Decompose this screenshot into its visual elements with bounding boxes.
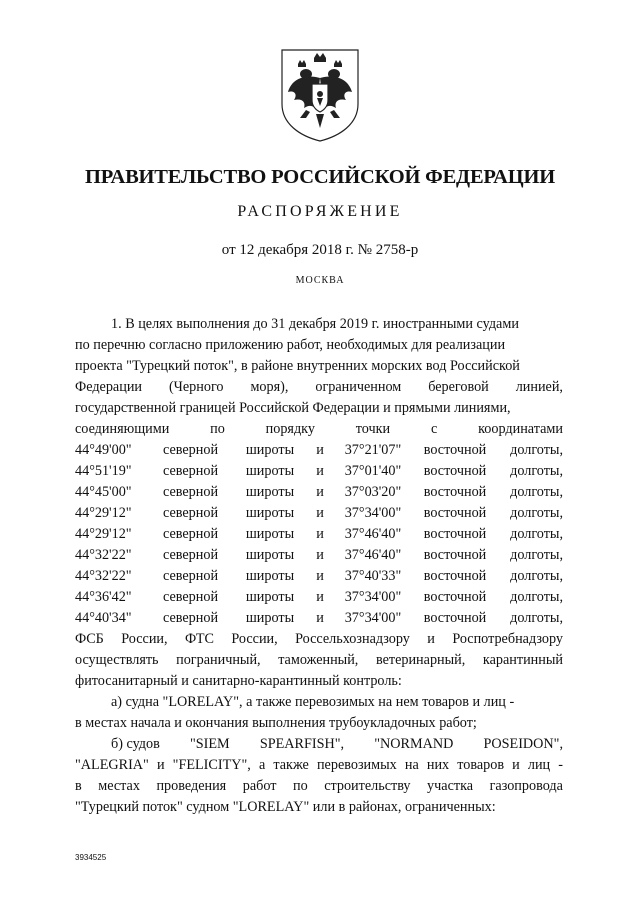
word: них: [426, 757, 450, 773]
coordinate-lat: 44°51'19": [75, 463, 132, 479]
word: карантинный: [482, 652, 563, 668]
word: также: [273, 757, 309, 773]
coordinate-lat-unit: широты: [245, 526, 295, 542]
coat-of-arms-emblem: [276, 44, 364, 144]
coordinate-lon-word: восточной: [423, 547, 487, 563]
coordinate-lat: 44°29'12": [75, 505, 132, 521]
paragraph-1: [75, 314, 563, 440]
coordinate-lat: 44°36'42": [75, 589, 132, 605]
text-line: [75, 398, 563, 419]
coordinate-lat: 44°32'22": [75, 547, 132, 563]
coordinate-lon-word: восточной: [423, 484, 487, 500]
coordinates-list: [75, 440, 563, 629]
coordinate-lat: 44°40'34": [75, 610, 132, 626]
coordinate-lon-unit: долготы,: [510, 589, 563, 605]
coordinate-lat-word: северной: [163, 505, 219, 521]
coordinate-conj: и: [316, 610, 324, 626]
coordinate-conj: и: [316, 505, 324, 521]
coordinate-conj: и: [316, 568, 324, 584]
text-line: [75, 335, 563, 356]
coordinate-lat-unit: широты: [245, 505, 295, 521]
word: "FELICITY",: [172, 757, 251, 773]
text-line: [75, 314, 563, 335]
document-body: [75, 314, 563, 818]
word: строительству: [324, 778, 411, 794]
coordinate-lon-unit: долготы,: [510, 526, 563, 542]
coordinate-conj: и: [316, 463, 324, 479]
coordinate-lon-unit: долготы,: [510, 568, 563, 584]
city-name: МОСКВА: [295, 275, 345, 286]
coordinate-row: [75, 587, 563, 608]
coordinate-row: [75, 482, 563, 503]
coordinate-lat-word: северной: [163, 484, 219, 500]
coordinate-lat-word: северной: [163, 463, 219, 479]
coordinate-lon-word: восточной: [423, 610, 487, 626]
coordinate-lon: 37°34'00": [344, 589, 402, 605]
coordinate-row: [75, 503, 563, 524]
word: участка: [427, 778, 474, 794]
coordinate-lon-word: восточной: [423, 442, 487, 458]
word: POSEIDON",: [483, 736, 563, 752]
coordinate-lon-word: восточной: [423, 463, 487, 479]
coordinate-lat-word: северной: [163, 610, 219, 626]
text-line: [75, 755, 563, 776]
coordinate-conj: и: [316, 442, 324, 458]
document-type: РАСПОРЯЖЕНИЕ: [237, 203, 403, 220]
word: Федерации: [75, 379, 143, 395]
text-segment: проекта "Турецкий поток", в районе внутренних морских вод Российской: [75, 358, 520, 374]
coordinate-row: [75, 461, 563, 482]
coordinate-lat-unit: широты: [245, 568, 295, 584]
coordinate-lon-word: восточной: [423, 505, 487, 521]
text-segment: "Турецкий поток" судном "LORELAY" или в районах, ограниченных:: [75, 799, 496, 815]
word: проведения: [156, 778, 227, 794]
word: в: [75, 778, 82, 794]
coordinate-lat-unit: широты: [245, 547, 295, 563]
text-line: [75, 419, 563, 440]
text-line: [75, 692, 563, 713]
date-and-number: от 12 декабря 2018 г. № 2758-р: [221, 242, 419, 258]
text-line: [75, 713, 563, 734]
word: ветеринарный,: [375, 652, 466, 668]
coordinate-row: [75, 545, 563, 566]
coordinate-lat-word: северной: [163, 442, 219, 458]
text-line: [75, 671, 563, 692]
word: по: [210, 421, 225, 437]
word: местах: [98, 778, 140, 794]
word: а: [258, 757, 266, 773]
government-title: ПРАВИТЕЛЬСТВО РОССИЙСКОЙ ФЕДЕРАЦИИ: [85, 166, 555, 188]
coordinate-lon-word: восточной: [423, 568, 487, 584]
word: соединяющими: [75, 421, 170, 437]
word: точки: [355, 421, 391, 437]
text-segment: по перечню согласно приложению работ, необходимых для реализации: [75, 337, 506, 353]
coordinate-lat-unit: широты: [245, 610, 295, 626]
coordinate-conj: и: [316, 526, 324, 542]
word: с: [430, 421, 438, 437]
text-segment: 1. В целях выполнения до 31 декабря 2019 г. иностранными судами: [111, 316, 519, 332]
word: "SIEM: [189, 736, 230, 752]
coordinate-conj: и: [316, 589, 324, 605]
coordinate-lon: 37°01'40": [344, 463, 402, 479]
word: ФТС: [184, 631, 214, 647]
coordinate-lat-unit: широты: [245, 589, 295, 605]
word: моря),: [250, 379, 289, 395]
word: линией,: [515, 379, 563, 395]
coordinate-lon: 37°34'00": [344, 610, 402, 626]
coordinate-lon: 37°34'00": [344, 505, 402, 521]
text-line: [75, 377, 563, 398]
coordinate-lat-unit: широты: [245, 442, 295, 458]
item-b: [75, 734, 563, 818]
word: береговой: [428, 379, 489, 395]
coordinate-lon-unit: долготы,: [510, 505, 563, 521]
text-line: [75, 629, 563, 650]
document-id-number: 3934525: [75, 853, 107, 862]
word: Роспотребнадзору: [452, 631, 563, 647]
word: перевозимых: [316, 757, 397, 773]
word: Россельхознадзору: [295, 631, 410, 647]
coordinate-lon-unit: долготы,: [510, 442, 563, 458]
word: товаров: [457, 757, 505, 773]
coordinate-conj: и: [316, 547, 324, 563]
word: и: [427, 631, 435, 647]
word: SPEARFISH",: [259, 736, 345, 752]
coordinate-lon-unit: долготы,: [510, 484, 563, 500]
word: лиц: [527, 757, 551, 773]
coordinate-lon-word: восточной: [423, 526, 487, 542]
coordinate-lat-word: северной: [163, 568, 219, 584]
coordinate-lon: 37°40'33": [344, 568, 402, 584]
word: по: [292, 778, 308, 794]
coordinate-lat: 44°45'00": [75, 484, 132, 500]
text-segment: государственной границей Российской Федерации и прямыми линиями,: [75, 400, 511, 416]
coordinate-lon: 37°46'40": [344, 547, 402, 563]
coordinate-lon: 37°21'07": [344, 442, 402, 458]
coordinate-lat-unit: широты: [245, 484, 295, 500]
word: ограниченном: [315, 379, 402, 395]
coordinate-row: [75, 440, 563, 461]
text-line: [75, 650, 563, 671]
coordinate-lat-word: северной: [163, 589, 219, 605]
word: ФСБ: [75, 631, 104, 647]
word: таможенный,: [278, 652, 359, 668]
coordinate-lon-word: восточной: [423, 589, 487, 605]
text-segment: фитосанитарный и санитарно-карантинный контроль:: [75, 673, 402, 689]
coordinate-lat-word: северной: [163, 526, 219, 542]
text-line: [75, 734, 563, 755]
text-line: [75, 356, 563, 377]
coordinate-lat: 44°29'12": [75, 526, 132, 542]
coordinate-row: [75, 524, 563, 545]
word: порядку: [265, 421, 315, 437]
word: б) судов: [111, 736, 160, 752]
coordinate-lon-unit: долготы,: [510, 463, 563, 479]
coordinate-lon-unit: долготы,: [510, 547, 563, 563]
coordinate-lat: 44°49'00": [75, 442, 132, 458]
text-line: [75, 776, 563, 797]
text-segment: а) судна "LORELAY", а также перевозимых на нем товаров и лиц -: [111, 694, 515, 710]
word: России,: [121, 631, 168, 647]
word: пограничный,: [176, 652, 261, 668]
word: газопровода: [489, 778, 563, 794]
text-line: [75, 797, 563, 818]
coordinate-lon-unit: долготы,: [510, 610, 563, 626]
coordinate-lon: 37°46'40": [344, 526, 402, 542]
coordinate-conj: и: [316, 484, 324, 500]
paragraph-1-continued: [75, 629, 563, 692]
word: России,: [231, 631, 278, 647]
word: "ALEGRIA": [75, 757, 149, 773]
text-segment: в местах начала и окончания выполнения трубоукладочных работ;: [75, 715, 477, 731]
word: координатами: [478, 421, 563, 437]
word: осуществлять: [75, 652, 159, 668]
item-a: [75, 692, 563, 734]
word: "NORMAND: [374, 736, 454, 752]
word: (Черного: [168, 379, 224, 395]
coordinate-lat: 44°32'22": [75, 568, 132, 584]
coordinate-lon: 37°03'20": [344, 484, 402, 500]
coordinate-lat-word: северной: [163, 547, 219, 563]
coordinate-lat-unit: широты: [245, 463, 295, 479]
word: -: [558, 757, 563, 773]
coordinate-row: [75, 566, 563, 587]
word: на: [404, 757, 419, 773]
word: работ: [242, 778, 277, 794]
word: и: [512, 757, 520, 773]
coordinate-row: [75, 608, 563, 629]
word: и: [156, 757, 165, 773]
